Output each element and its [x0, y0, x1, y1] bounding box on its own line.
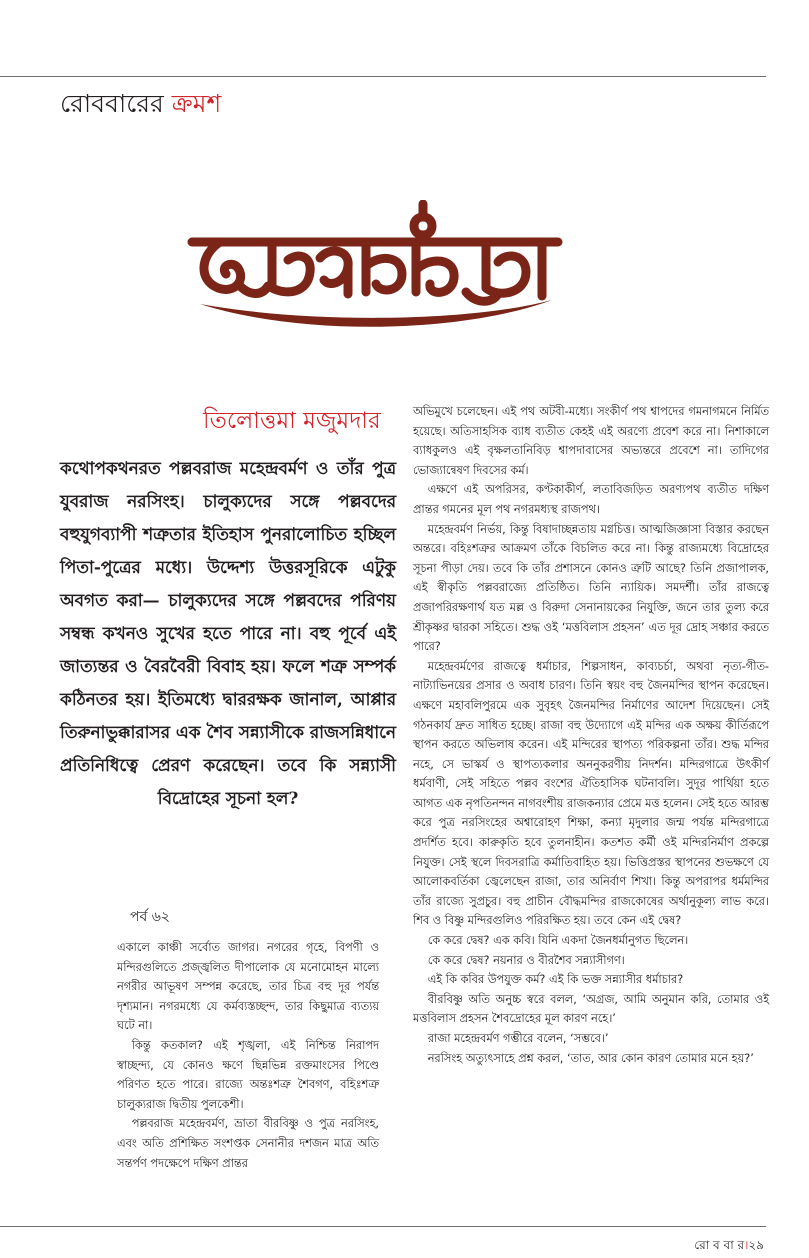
paragraph: পল্লবরাজ মহেন্দ্রবর্মণ, ভ্রাতা বীরবিষ্ণু ও পুত্র নরসিংহ, এবং অতি প্রশিক্ষিত সংশপ্তক সেনানীর দশজন মাত্র অতি সন্তর্পণ পদক্ষেপে দক্ষিণ প্রান্তর	[117, 1117, 379, 1170]
paragraph: কে করে দ্বেষ? নয়নার ও বীরশৈব সন্ন্যাসীগণ।	[427, 953, 625, 967]
paragraph: কিন্তু কতকাল? এই শৃঙ্খলা, এই নিশ্চিন্ত নিরাপদ স্বাচ্ছন্দ্য, যে কোনও ক্ষণে ছিন্নভিন্ন রক্তমাংসের পিণ্ডে পরিণত হতে পারে। রাজ্যে অন্তঃশত্রু শৈবগণ, বহিঃশত্রু চালুক্যরাজ দ্বিতীয় পুলকেশী।	[117, 1038, 379, 1111]
masthead-logo	[180, 200, 570, 330]
magazine-name: রো ব বা র	[694, 1238, 745, 1252]
episode-number: পর্ব ৬২	[130, 909, 170, 925]
paragraph: অভিমুখে চলেছেন। এই পথ অটবী-মধ্যে। সংকীর্ণ পথ শ্বাপদের গমনাগমনে নির্মিত হয়েছে। অতিসাহসিক ব্যাধ ব্যতীত কেহই এই অরণ্যে প্রবেশ করে না। নিশাকালে ব্যাধকুলও এই বৃক্ষলতানিবিড় শ্বাপদাবাসের অভ্যন্তরে প্রবেশে না। তাদিগের ভোজ্যান্বেষণ দিবসের কর্ম।	[413, 405, 769, 477]
left-column	[117, 938, 379, 1173]
section-label-main: রোববারের	[60, 89, 164, 118]
intro-summary: কথোপকথনরত পল্লবরাজ মহেন্দ্রবর্মণ ও তাঁর পুত্র যুবরাজ নরসিংহ। চালুক্যদের সঙ্গে পল্লবদের বহুযুগব্যাপী শত্রুতার ইতিহাস পুনরালোচিত হচ্ছিল পিতা-পুত্রের মধ্যে। উদ্দেশ্য উত্তরসূরিকে এটুকু অবগত করা— চালুক্যদের সঙ্গে পল্লবদের পরিণয় সম্বন্ধ কখনও সুখের হতে পারে না। বহু পূর্বে এই জাত্যন্তর ও বৈরবৈরী বিবাহ হয়। ফলে শত্রু সম্পর্ক কঠিনতর হয়। ইতিমধ্যে দ্বাররক্ষক জানাল, আপ্পার তিরুনাভুক্কারাসর এক শৈব সন্ন্যাসীকে রাজসন্নিধানে প্রতিনিধিত্বে প্রেরণ করেছেন। তবে কি সন্ন্যাসী বিদ্রোহের সূচনা হল?	[60, 458, 396, 808]
page-number: ২৯	[748, 1238, 764, 1252]
paragraph: কে করে দ্বেষ? এক কবি। যিনি একদা জৈনধর্মানুগত ছিলেন।	[427, 934, 689, 948]
paragraph: বীরবিষ্ণু অতি অনুচ্চ স্বরে বলল, ‘অগ্রজ, আমি অনুমান করি, তোমার ওই মত্তবিলাস প্রহসন শৈবদ্রোহের মূল কারণ নহে।’	[413, 992, 769, 1026]
section-label	[60, 88, 221, 120]
paragraph: একালে কাঞ্চী সর্বোত জাগর। নগরের গৃহে, বিপণী ও মন্দিরগুলিতে প্রজ্জ্বলিত দীপালোক যে মনোমোহন মাল্যে নগরীর আভূষণ সম্পন্ন করেছে, তার চিত্র বহু দূর পর্যন্ত দৃশ্যমান। নগরমধ্যে যে কর্মব্যস্তচ্ছন্দ, তার কিছুমাত্র ব্যত্যয় ঘটে না।	[117, 941, 379, 1033]
header-rule	[0, 76, 766, 77]
page-footer	[694, 1237, 764, 1257]
paragraph: নরসিংহ অত্যুৎসাহে প্রশ্ন করল, ‘তাত, আর কোন কারণ তোমার মনে হয়?’	[427, 1051, 754, 1065]
paragraph: মহেন্দ্রবর্মণের রাজত্বে ধর্মাচার, শিল্পসাধন, কাব্যচর্চা, অথবা নৃত্য-গীত-নাট্যাভিনয়ের প্রসার ও অবাধ চারণ। তিনি স্বয়ং বহু জৈনমন্দির স্থাপন করেছেন। এক্ষণে মহাবলিপুরমে এক সুবৃহৎ জৈনমন্দির নির্মাণের আদেশ দিয়েছেন। সেই গঠনকার্য দ্রুত সাধিত হচ্ছে। রাজা বহু উদ্যোগে এই মন্দির এক অক্ষয় কীর্তিরূপে স্থাপন করতে অভিলাষ করেন। এই মন্দিরের স্থাপত্য পরিকল্পনা তাঁর। শুদ্ধ মন্দির নহে, সে ভাস্কর্য ও স্থাপত্যকলার অননুকরণীয় নিদর্শন। মন্দিরগাত্রে উৎকীর্ণ ধর্মবাণী, সেই সহিতে পল্লব বংশের ঐতিহাসিক ঘটনাবলি। সুদূর পার্থিয়া হতে আগত এক নৃপতিনন্দন নাগবংশীয় রাজকন্যার প্রেমে মত্ত হলেন। সেই হতে আরম্ভ করে পুত্র নরসিংহের অশ্বারোহণ শিক্ষা, কন্যা মৃদুলার জন্ম পর্যন্ত মন্দিরগাত্রে প্রদর্শিত হবে। কারুকৃতি হবে তুলনাহীন। কতশত কর্মী ওই মন্দিরনির্মাণ প্রকল্পে নিযুক্ত। সেই স্থলে দিবসরাত্রি কর্মাতিবাহিত হয়। ভিত্তিপ্রস্তর স্থাপনের শুভক্ষণে যে আলোকবর্তিকা জ্বেলেছেন রাজা, তার অনির্বাণ শিখা। কিন্তু অপরাপর ধর্মমন্দির তাঁর রাজ্যে সুপ্রচুর। বহু প্রাচীন বৌদ্ধমন্দির রাজকোষের অর্থানুকূল্য লাভ করে। শিব ও বিষ্ণু মন্দিরগুলিও পরিরক্ষিত হয়। তবে কেন এই দ্বেষ?	[413, 659, 769, 928]
footer-separator: ।	[744, 1238, 749, 1252]
paragraph: রাজা মহেন্দ্রবর্মণ গম্ভীরে বলেন, ‘সম্ভবে।’	[427, 1032, 609, 1045]
footer-rule	[0, 1226, 766, 1227]
right-column	[413, 402, 769, 1068]
paragraph: এই কি কবির উপযুক্ত কর্ম? এই কি ভক্ত সন্ন্যাসীর ধর্মাচার?	[427, 973, 684, 987]
author-name: তিলোত্তমা মজুমদার	[203, 408, 381, 434]
paragraph: এক্ষণে এই অপরিসর, কণ্টকাকীর্ণ, লতাবিজড়িত অরণ্যপথ ব্যতীত দক্ষিণ প্রান্তর গমনের মূল পথ নগরমধ্যস্থ রাজপথ।	[413, 483, 769, 516]
paragraph: মহেন্দ্রবর্মণ নির্ভয়, কিন্তু বিষাদাচ্ছন্নতায় মগ্নচিত্ত। আত্মজিজ্ঞাসা বিস্তার করছেন অন্তরে। বহিঃশত্রুর আক্রমণ তাঁকে বিচলিত করে না। কিন্তু রাজ্যমধ্যে বিদ্রোহের সূচনা পীড়া দেয়। তবে কি তাঁর প্রশাসনে কোনও ত্রুটি আছে? তিনি প্রজাপালক, এই স্বীকৃতি পল্লবরাজ্যে প্রতিষ্ঠিত। তিনি ন্যায়িক। সমদর্শী। তাঁর রাজত্বে প্রজাপরিরক্ষণার্থ যত মল্ল ও বিরুদা সেনানায়কের নিযুক্তি, জনে তার তুল্য করে শ্রীকৃষ্ণর দ্বারকা সহিতে। শুদ্ধ ওই ‘মত্তবিলাস প্রহসন’ এত দূর দ্রোহ সঞ্চার করতে পারে?	[413, 522, 769, 654]
section-label-serial: ক্রমশ	[171, 89, 222, 118]
